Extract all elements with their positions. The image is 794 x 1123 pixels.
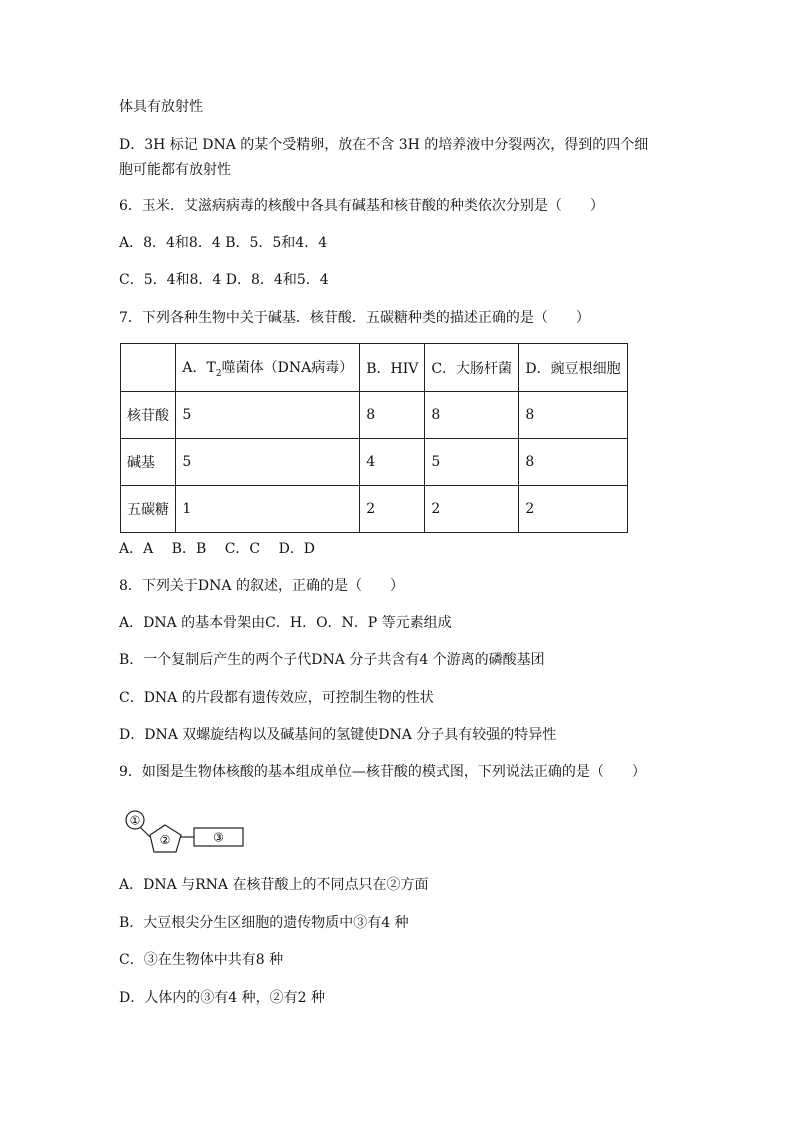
- table-cell: 4: [360, 439, 425, 486]
- table-row: [121, 486, 628, 533]
- table-cell: 5: [176, 392, 360, 439]
- table-header-row: [121, 344, 628, 392]
- question-9-option-c: C．③在生物体中共有8 种: [119, 952, 284, 968]
- table-cell: 2: [360, 486, 425, 533]
- question-8: 8．下列关于DNA 的叙述，正确的是（ ）: [119, 578, 404, 594]
- table-cell: 8: [519, 439, 628, 486]
- question-6-options-ab: A．8．4和8．4 B．5．5和4．4: [119, 235, 328, 251]
- row-label: 碱基: [121, 439, 176, 486]
- table-cell: 2: [519, 486, 628, 533]
- row-label: 核苷酸: [121, 392, 176, 439]
- text-line: 体具有放射性: [119, 99, 203, 115]
- pentose-label: ②: [159, 833, 171, 847]
- table-row: [121, 392, 628, 439]
- question-9: 9．如图是生物体核酸的基本组成单位—核苷酸的模式图，下列说法正确的是（ ）: [119, 764, 646, 780]
- question-9-option-a: A．DNA 与RNA 在核苷酸上的不同点只在②方面: [119, 877, 429, 893]
- table-cell: 8: [519, 392, 628, 439]
- table-cell: 5: [425, 439, 519, 486]
- question-6-options-cd: C．5．4和8．4 D．8．4和5．4: [119, 272, 329, 288]
- table-header-c: C．大肠杆菌: [425, 344, 519, 392]
- table-row: [121, 439, 628, 486]
- question-7-options: A．A B．B C．C D．D: [119, 541, 316, 557]
- table-header-b: B．HIV: [360, 344, 425, 392]
- table-cell: 5: [176, 439, 360, 486]
- nucleotide-diagram: [124, 808, 254, 858]
- question-6: 6．玉米．艾滋病病毒的核酸中各具有碱基和核苷酸的种类依次分别是（ ）: [119, 198, 604, 214]
- text-line: D．3H 标记 DNA 的某个受精卵，放在不含 3H 的培养液中分裂两次，得到的四个细: [119, 137, 649, 153]
- table-header-empty: [121, 344, 176, 392]
- question-9-option-b: B．大豆根尖分生区细胞的遗传物质中③有4 种: [119, 915, 409, 931]
- table-cell: 2: [425, 486, 519, 533]
- base-label: ③: [213, 830, 224, 845]
- question-7: 7．下列各种生物中关于碱基．核苷酸．五碳糖种类的描述正确的是（ ）: [119, 310, 590, 326]
- table-cell: 1: [176, 486, 360, 533]
- table-cell: 8: [425, 392, 519, 439]
- phosphate-label: ①: [129, 813, 141, 828]
- question-8-option-b: B．一个复制后产生的两个子代DNA 分子共含有4 个游离的磷酸基团: [119, 652, 545, 668]
- table-header-d: D．豌豆根细胞: [519, 344, 628, 392]
- question-8-option-d: D．DNA 双螺旋结构以及碱基间的氢键使DNA 分子具有较强的特异性: [119, 727, 557, 743]
- table-header-a: A．$T_2$噬菌体（DNA病毒）: [176, 344, 360, 392]
- question-8-option-a: A．DNA 的基本骨架由C．H．O．N．P 等元素组成: [119, 615, 452, 631]
- table-cell: 8: [360, 392, 425, 439]
- question-7-table: [120, 343, 628, 533]
- question-8-option-c: C．DNA 的片段都有遗传效应，可控制生物的性状: [119, 690, 434, 706]
- text-line: 胞可能都有放射性: [119, 162, 231, 178]
- question-9-option-d: D．人体内的③有4 种，②有2 种: [119, 990, 325, 1006]
- row-label: 五碳糖: [121, 486, 176, 533]
